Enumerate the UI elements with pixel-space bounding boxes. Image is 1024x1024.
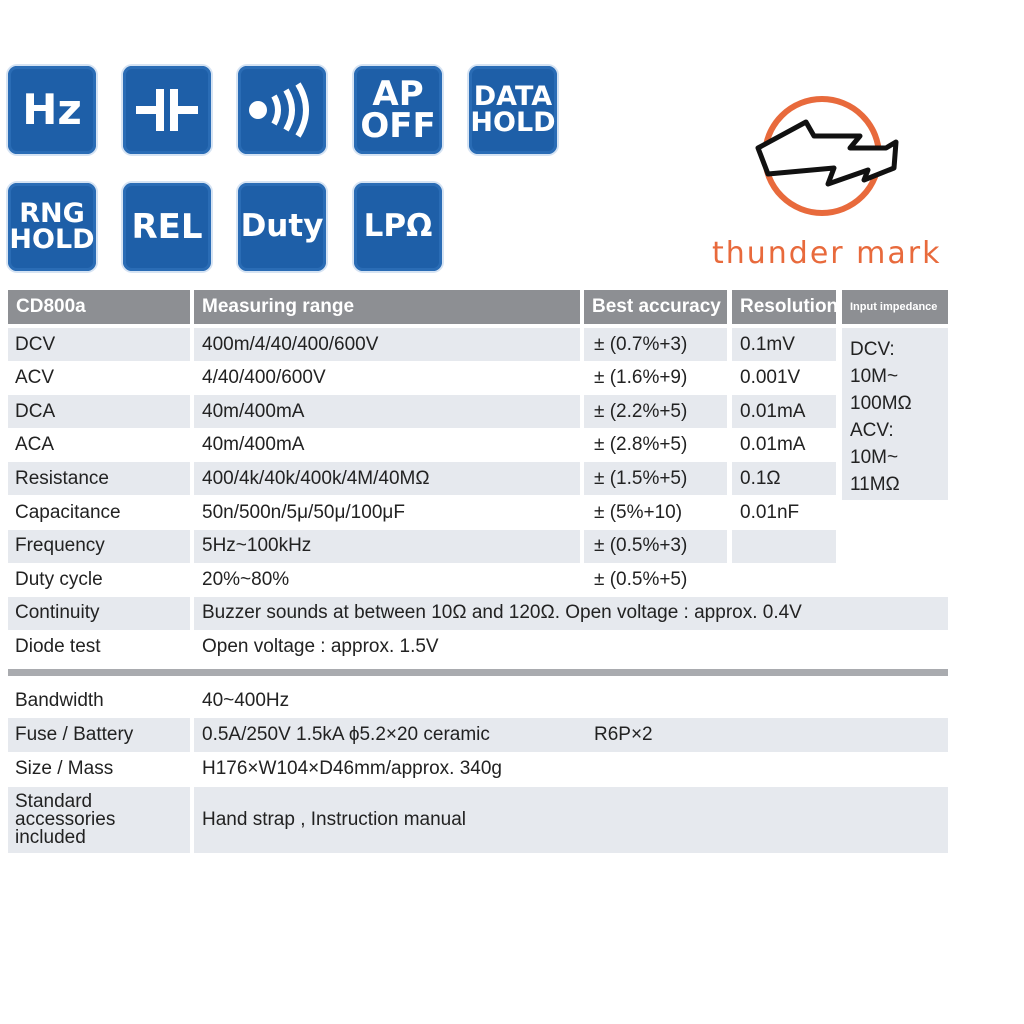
data-hold-icon: DATA HOLD bbox=[470, 81, 556, 138]
low-pass-ohm-badge bbox=[354, 183, 442, 271]
cell-value: Hand strap , Instruction manual bbox=[194, 787, 948, 853]
continuity-badge bbox=[238, 66, 326, 154]
header-model: CD800a bbox=[8, 290, 190, 324]
table-separator bbox=[8, 669, 948, 676]
relative-icon: REL bbox=[131, 206, 203, 247]
cell-accuracy: ± (0.5%+3) bbox=[584, 530, 727, 563]
relative-badge bbox=[123, 183, 211, 271]
auto-power-off-icon: AP OFF bbox=[360, 73, 436, 146]
cell-accuracy: ± (1.6%+9) bbox=[594, 367, 688, 389]
low-pass-ohm-icon: LPΩ bbox=[363, 208, 433, 245]
cell-range: 40m/400mA bbox=[194, 395, 580, 428]
cell-name: Resistance bbox=[8, 462, 190, 495]
table-row bbox=[8, 630, 948, 663]
duty-icon: Duty bbox=[240, 208, 324, 245]
table-row bbox=[8, 684, 948, 718]
impedance-line: 10M~ bbox=[850, 447, 899, 468]
cell-resolution: 0.1mV bbox=[732, 328, 836, 361]
cell-resolution: 0.1Ω bbox=[732, 462, 836, 495]
cell-resolution: 0.001V bbox=[740, 367, 801, 389]
cell-name: Duty cycle bbox=[15, 568, 103, 590]
header-input-impedance: Input impedance bbox=[842, 290, 948, 324]
cell-extra: R6P×2 bbox=[584, 718, 948, 752]
cell-accuracy: ± (0.7%+3) bbox=[584, 328, 727, 361]
cell-accuracy: ± (5%+10) bbox=[594, 501, 683, 523]
table-row bbox=[8, 597, 948, 630]
cell-name: ACA bbox=[15, 434, 55, 456]
impedance-line: DCV: bbox=[850, 339, 895, 360]
cell-resolution bbox=[732, 563, 836, 596]
cell-value: 0.5A/250V 1.5kA ϕ5.2×20 ceramic bbox=[194, 718, 584, 752]
cell-name: DCV bbox=[8, 328, 190, 361]
input-impedance-values bbox=[842, 328, 948, 500]
table-row bbox=[8, 362, 838, 395]
auto-power-off-badge bbox=[354, 66, 442, 154]
table-row bbox=[8, 787, 948, 853]
cell-name: Standard accessories included bbox=[8, 787, 190, 853]
impedance-line: 10M~ bbox=[850, 366, 899, 387]
capacitance-badge bbox=[123, 66, 211, 154]
hz-icon: Hz bbox=[22, 85, 82, 135]
cell-accuracy: ± (2.2%+5) bbox=[584, 395, 727, 428]
table-row bbox=[8, 563, 838, 596]
cell-accuracy: ± (0.5%+5) bbox=[594, 568, 688, 590]
impedance-line: 100MΩ bbox=[850, 393, 912, 414]
cell-name: Diode test bbox=[15, 635, 101, 657]
header-best-accuracy: Best accuracy bbox=[584, 290, 727, 324]
cell-name: ACV bbox=[15, 367, 55, 389]
data-hold-badge bbox=[469, 66, 557, 154]
duty-badge bbox=[238, 183, 326, 271]
table-row bbox=[8, 328, 838, 361]
cell-resolution: 0.01mA bbox=[732, 395, 836, 428]
cell-resolution bbox=[732, 530, 836, 563]
cell-name: Size / Mass bbox=[15, 758, 114, 780]
table-row bbox=[8, 752, 948, 786]
table-row bbox=[8, 395, 838, 428]
cell-range: 50n/500n/5μ/50μ/100μF bbox=[202, 501, 405, 523]
cell-value: H176×W104×D46mm/approx. 340g bbox=[202, 758, 502, 780]
impedance-line: 11MΩ bbox=[850, 474, 900, 495]
cell-accuracy: ± (1.5%+5) bbox=[584, 462, 727, 495]
table-row bbox=[8, 718, 948, 752]
hz-badge bbox=[8, 66, 96, 154]
cell-range: 400m/4/40/400/600V bbox=[194, 328, 580, 361]
cell-name: Capacitance bbox=[15, 501, 121, 523]
cell-value: 40~400Hz bbox=[202, 689, 290, 711]
table-row bbox=[8, 530, 838, 563]
continuity-sound-icon bbox=[244, 82, 320, 138]
cell-name: Continuity bbox=[8, 597, 190, 630]
range-hold-icon: RNG HOLD bbox=[9, 198, 95, 255]
impedance-line: ACV: bbox=[850, 420, 894, 441]
cell-name: Fuse / Battery bbox=[8, 718, 190, 752]
cell-range: 20%~80% bbox=[202, 568, 290, 590]
cell-range: 40m/400mA bbox=[202, 434, 305, 456]
cell-range: 400/4k/40k/400k/4M/40MΩ bbox=[194, 462, 580, 495]
header-resolution: Resolution bbox=[732, 290, 836, 324]
cell-accuracy: ± (2.8%+5) bbox=[594, 434, 688, 456]
table-row bbox=[8, 429, 838, 462]
cell-name: DCA bbox=[8, 395, 190, 428]
cell-resolution: 0.01mA bbox=[740, 434, 806, 456]
cell-description: Open voltage : approx. 1.5V bbox=[202, 635, 439, 657]
header-measuring-range: Measuring range bbox=[194, 290, 580, 324]
cell-description: Buzzer sounds at between 10Ω and 120Ω. Open voltage : approx. 0.4V bbox=[194, 597, 948, 630]
cell-range: 5Hz~100kHz bbox=[194, 530, 580, 563]
cell-range: 4/40/400/600V bbox=[202, 367, 326, 389]
table-row bbox=[8, 462, 838, 495]
cell-name: Bandwidth bbox=[15, 689, 104, 711]
table-row bbox=[8, 496, 838, 529]
range-hold-badge bbox=[8, 183, 96, 271]
cell-name: Frequency bbox=[8, 530, 190, 563]
cell-resolution: 0.01nF bbox=[740, 501, 800, 523]
logo-text: thunder mark bbox=[712, 236, 942, 271]
capacitor-icon bbox=[132, 85, 202, 135]
